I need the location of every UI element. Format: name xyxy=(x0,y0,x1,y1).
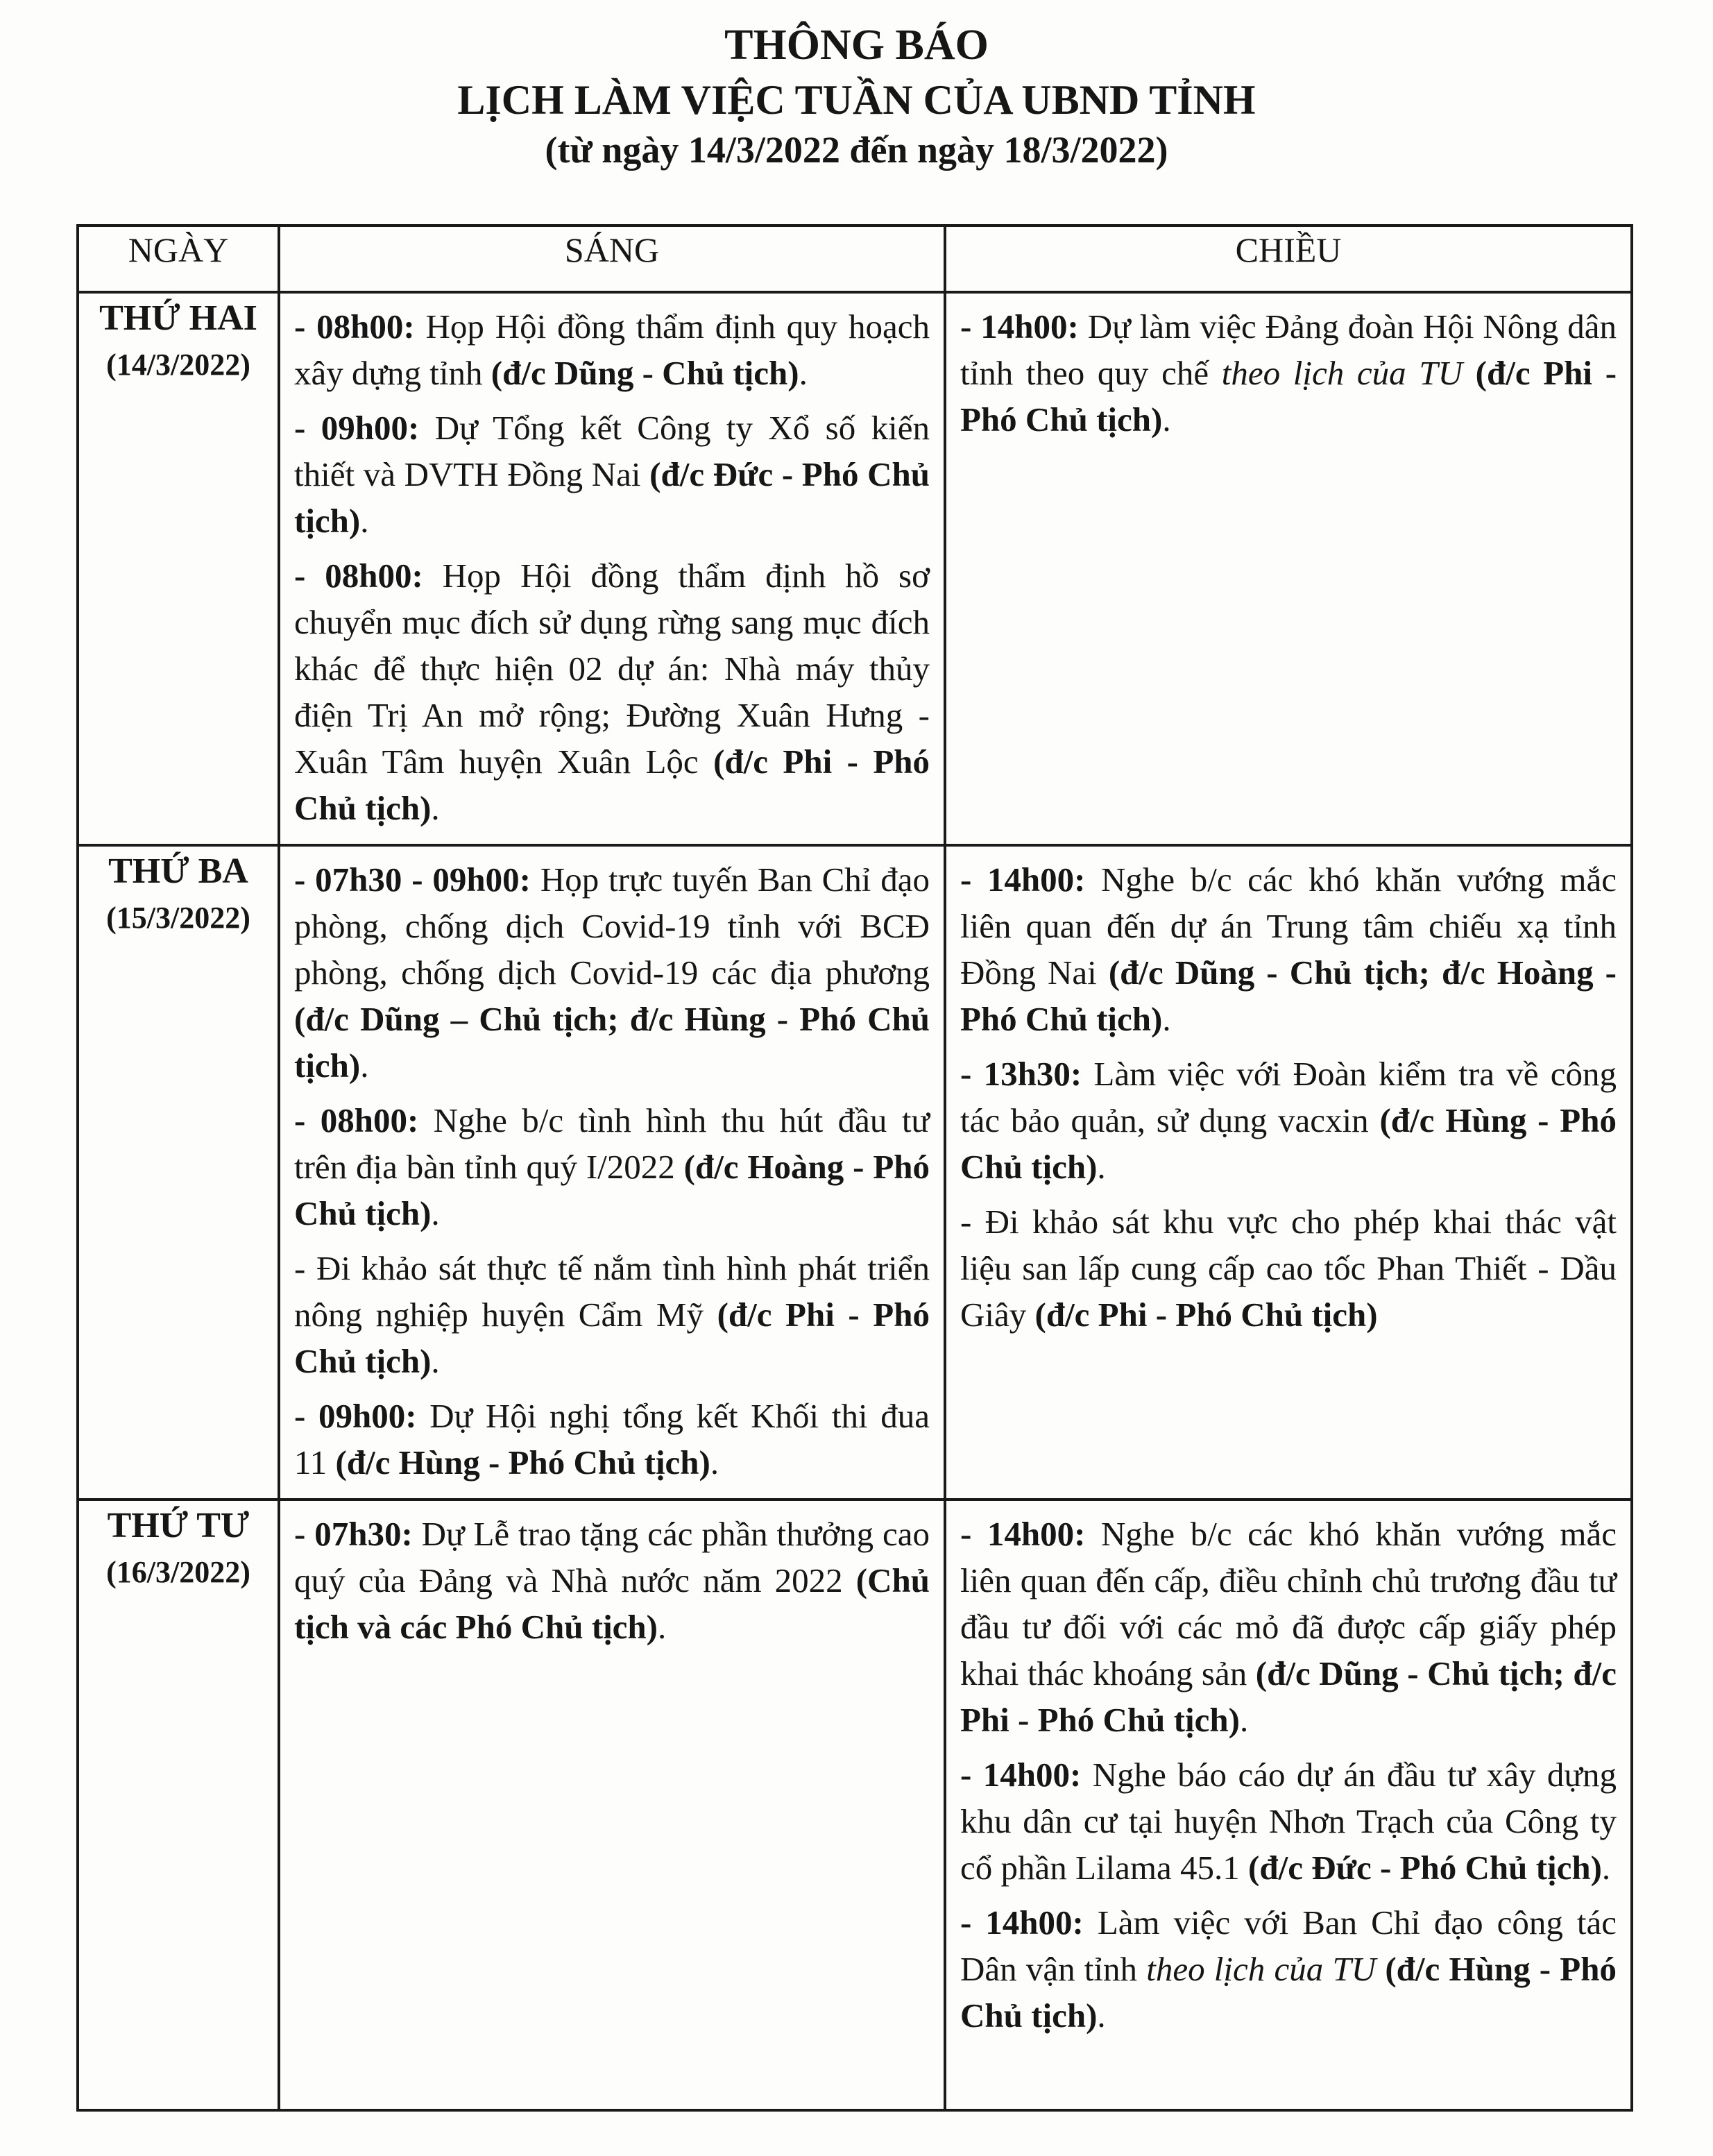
emphasis-text: - 09h00: xyxy=(294,1397,417,1435)
item-text: Nghe báo cáo dự án đầu tư xây dựng khu dân cư tại huyện Nhơn Trạch của Công ty cổ phần Lilama 45.1 xyxy=(960,1756,1617,1887)
table-row xyxy=(78,845,1632,1500)
emphasis-text: (đ/c Hùng - Phó Chủ tịch) xyxy=(335,1443,710,1482)
item-text: . xyxy=(710,1443,719,1482)
day-date: (14/3/2022) xyxy=(106,348,250,382)
emphasis-text: (đ/c Phi - Phó Chủ tịch) xyxy=(960,354,1617,439)
item-text: . xyxy=(1601,1849,1611,1887)
emphasis-text: (đ/c Dũng - Chủ tịch) xyxy=(491,354,799,392)
item-text: Dự Lễ trao tặng các phần thưởng cao quý của Đảng và Nhà nước năm 2022 xyxy=(294,1515,930,1599)
emphasis-text: (đ/c Phi - Phó Chủ tịch) xyxy=(1034,1296,1378,1334)
schedule-item xyxy=(294,1245,930,1384)
emphasis-text: - 13h30: xyxy=(960,1055,1082,1093)
schedule-table xyxy=(76,224,1633,2112)
document-subtitle: LỊCH LÀM VIỆC TUẦN CỦA UBND TỈNH xyxy=(457,77,1256,123)
morning-cell xyxy=(279,845,945,1500)
italic-text: theo lịch của TU xyxy=(1221,354,1463,392)
schedule-item xyxy=(294,552,930,831)
day-cell xyxy=(78,1500,279,2110)
emphasis-text: (đ/c Hoàng - Phó Chủ tịch) xyxy=(294,1148,930,1232)
item-text: . xyxy=(1097,1996,1106,2035)
schedule-item xyxy=(294,1097,930,1237)
item-text: . xyxy=(1097,1148,1106,1186)
emphasis-text: (đ/c Đức - Phó Chủ tịch) xyxy=(1248,1849,1602,1887)
schedule-item xyxy=(960,856,1617,1042)
schedule-item xyxy=(960,1198,1617,1338)
morning-cell xyxy=(279,292,945,845)
table-header-row xyxy=(78,226,1632,292)
item-text: - Đi khảo sát thực tế nắm tình hình phát triển nông nghiệp huyện Cẩm Mỹ xyxy=(294,1249,930,1334)
item-text: Nghe b/c các khó khăn vướng mắc liên quan đến dự án Trung tâm chiếu xạ tỉnh Đồng Nai xyxy=(960,860,1617,992)
item-text: Họp trực tuyến Ban Chỉ đạo phòng, chống dịch Covid-19 tỉnh với BCĐ phòng, chống dịch Covid-19 các địa phương xyxy=(294,860,930,992)
item-text xyxy=(1463,354,1476,392)
item-text: . xyxy=(431,1342,440,1380)
column-header-afternoon: CHIỀU xyxy=(945,226,1632,292)
document-title: THÔNG BÁO xyxy=(724,22,989,69)
item-text: . xyxy=(360,1046,369,1085)
item-text: . xyxy=(1162,400,1171,439)
item-text: Họp Hội đồng thẩm định quy hoạch xây dựng tỉnh xyxy=(294,307,930,392)
emphasis-text: - 14h00: xyxy=(960,1903,1084,1942)
emphasis-text: (đ/c Dũng - Chủ tịch; đ/c Hoàng - Phó Chủ tịch) xyxy=(960,953,1617,1038)
item-text: Nghe b/c tình hình thu hút đầu tư trên địa bàn tỉnh quý I/2022 xyxy=(294,1101,930,1186)
emphasis-text: - 14h00: xyxy=(960,307,1079,346)
schedule-item xyxy=(960,1511,1617,1743)
item-text: Dự làm việc Đảng đoàn Hội Nông dân tỉnh theo quy chế xyxy=(960,307,1617,392)
emphasis-text: (đ/c Đức - Phó Chủ tịch) xyxy=(294,455,930,540)
emphasis-text: (Chủ tịch và các Phó Chủ tịch) xyxy=(294,1561,930,1646)
item-text: . xyxy=(431,789,440,827)
table-row xyxy=(78,1500,1632,2110)
emphasis-text: (đ/c Dũng – Chủ tịch; đ/c Hùng - Phó Chủ tịch) xyxy=(294,1000,930,1085)
item-text: . xyxy=(431,1194,440,1232)
afternoon-cell xyxy=(945,845,1632,1500)
emphasis-text: - 07h30: xyxy=(294,1515,413,1553)
column-header-morning: SÁNG xyxy=(279,226,945,292)
emphasis-text: - 14h00: xyxy=(960,1515,1086,1553)
item-text xyxy=(1376,1950,1385,1988)
emphasis-text: (đ/c Hùng - Phó Chủ tịch) xyxy=(960,1101,1617,1186)
day-name: THỨ HAI xyxy=(99,298,257,338)
schedule-item xyxy=(294,1511,930,1650)
schedule-item xyxy=(294,1393,930,1486)
schedule-item xyxy=(960,1751,1617,1891)
emphasis-text: - 07h30 - 09h00: xyxy=(294,860,531,899)
schedule-item xyxy=(960,1051,1617,1190)
item-text: . xyxy=(799,354,808,392)
schedule-item xyxy=(294,405,930,544)
morning-cell xyxy=(279,1500,945,2110)
item-text: Dự Tổng kết Công ty Xổ số kiến thiết và DVTH Đồng Nai xyxy=(294,409,930,493)
schedule-item xyxy=(294,303,930,396)
column-header-day: NGÀY xyxy=(78,226,279,292)
item-text: . xyxy=(360,502,369,540)
emphasis-text: - 08h00: xyxy=(294,557,423,595)
emphasis-text: - 09h00: xyxy=(294,409,420,447)
emphasis-text: (đ/c Dũng - Chủ tịch; đ/c Phi - Phó Chủ tịch) xyxy=(960,1654,1617,1739)
emphasis-text: - 14h00: xyxy=(960,860,1086,899)
day-date: (15/3/2022) xyxy=(106,901,250,935)
emphasis-text: - 08h00: xyxy=(294,307,415,346)
table-row xyxy=(78,292,1632,845)
item-text: . xyxy=(658,1608,667,1646)
day-name: THỨ TƯ xyxy=(107,1506,250,1545)
item-text: - Đi khảo sát khu vực cho phép khai thác vật liệu san lấp cung cấp cao tốc Phan Thiết - Dầu Giây xyxy=(960,1203,1617,1334)
day-name: THỨ BA xyxy=(108,851,248,891)
item-text: . xyxy=(1162,1000,1171,1038)
emphasis-text: (đ/c Phi - Phó Chủ tịch) xyxy=(294,1296,930,1380)
afternoon-cell xyxy=(945,1500,1632,2110)
day-cell xyxy=(78,845,279,1500)
emphasis-text: (đ/c Hùng - Phó Chủ tịch) xyxy=(960,1950,1617,2035)
schedule-item xyxy=(960,1899,1617,2039)
schedule-item xyxy=(960,303,1617,443)
item-text: Họp Hội đồng thẩm định hồ sơ chuyển mục đích sử dụng rừng sang mục đích khác để thực hiện 02 dự án: Nhà máy thủy điện Trị An mở rộng; Đường Xuân Hưng - Xuân Tâm huyện Xuân Lộc xyxy=(294,557,930,781)
item-text: Nghe b/c các khó khăn vướng mắc liên quan đến cấp, điều chỉnh chủ trương đầu tư đầu tư đối với các mỏ đã được cấp giấy phép khai thác khoáng sản xyxy=(960,1515,1617,1692)
day-cell xyxy=(78,292,279,845)
emphasis-text: - 08h00: xyxy=(294,1101,419,1139)
day-date: (16/3/2022) xyxy=(106,1555,250,1589)
date-range: (từ ngày 14/3/2022 đến ngày 18/3/2022) xyxy=(545,129,1168,171)
item-text: Làm việc với Ban Chỉ đạo công tác Dân vận tỉnh xyxy=(960,1903,1617,1988)
item-text: Làm việc với Đoàn kiểm tra về công tác bảo quản, sử dụng vacxin xyxy=(960,1055,1617,1139)
emphasis-text: (đ/c Phi - Phó Chủ tịch) xyxy=(294,742,930,827)
item-text: Dự Hội nghị tổng kết Khối thi đua 11 xyxy=(294,1397,930,1482)
italic-text: theo lịch của TU xyxy=(1146,1950,1377,1988)
schedule-item xyxy=(294,856,930,1089)
item-text: . xyxy=(1239,1701,1249,1739)
afternoon-cell xyxy=(945,292,1632,845)
emphasis-text: - 14h00: xyxy=(960,1756,1082,1794)
